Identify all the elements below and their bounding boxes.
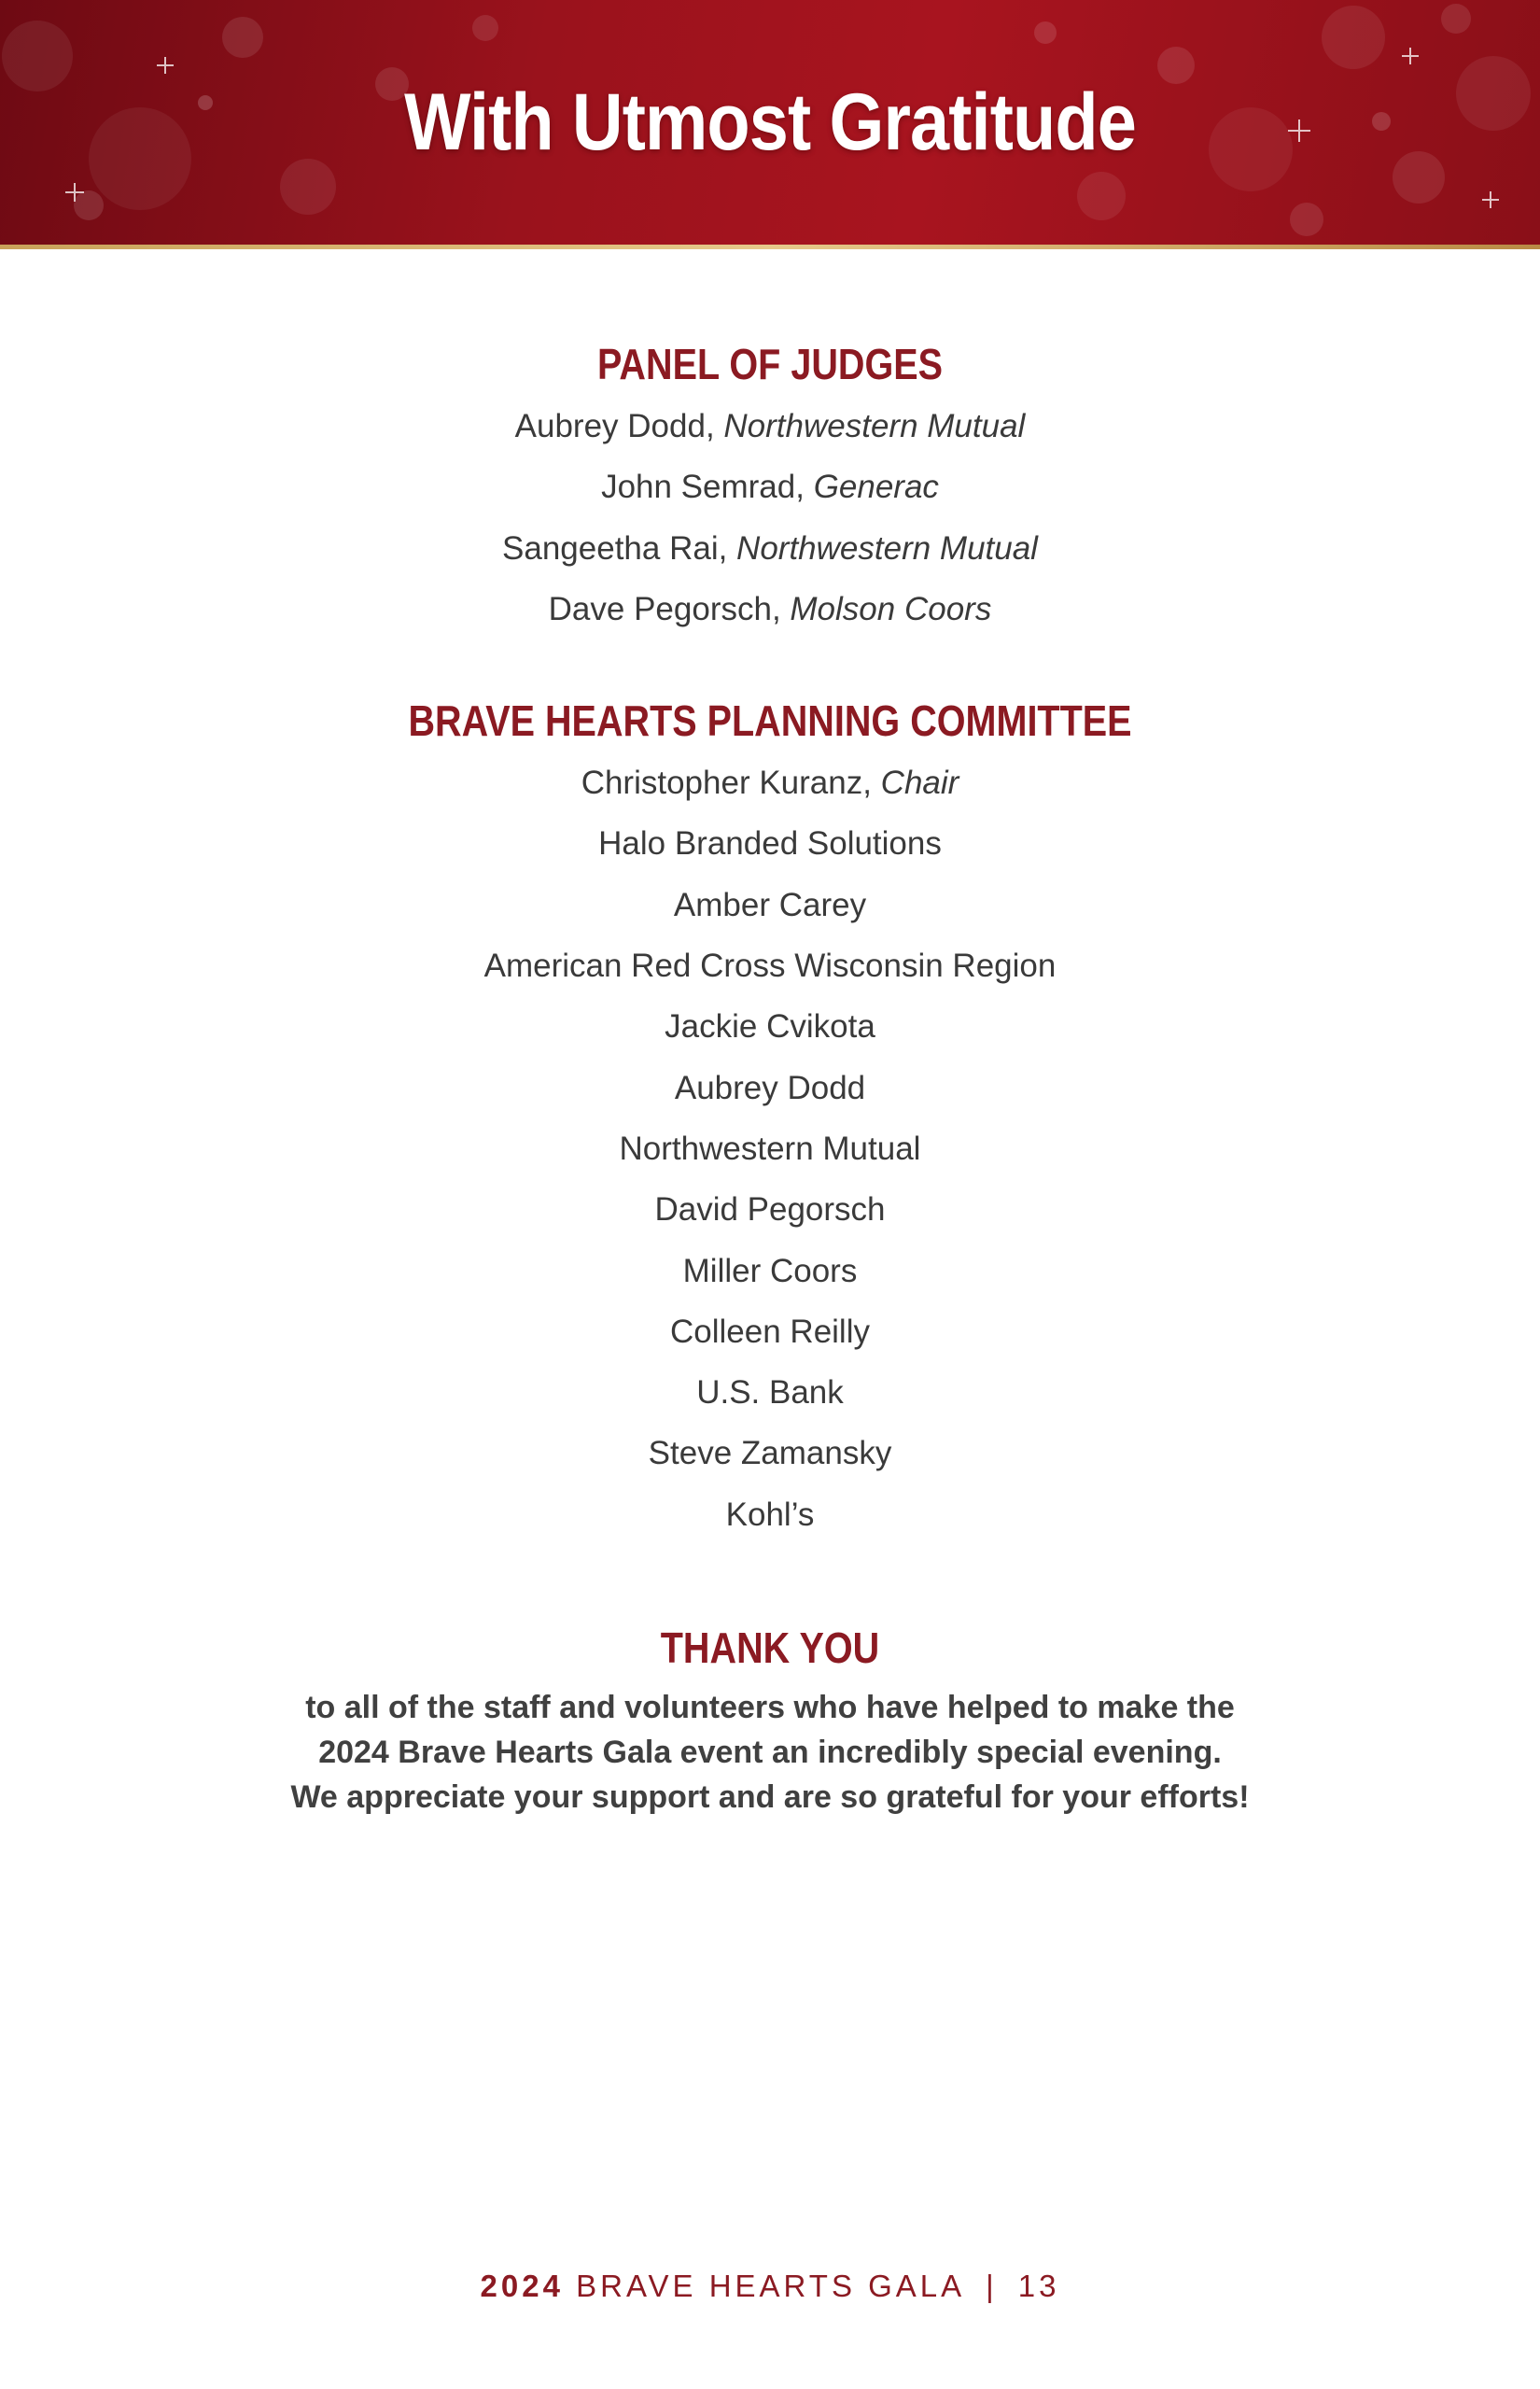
- thank-you-line: to all of the staff and volunteers who have helped to make the: [305, 1690, 1235, 1726]
- committee-line: David Pegorsch: [654, 1191, 886, 1229]
- judge-org: Molson Coors: [790, 590, 992, 627]
- committee-line: American Red Cross Wisconsin Region: [483, 948, 1057, 985]
- main-content: [0, 336, 1540, 1820]
- committee-line: Northwestern Mutual: [619, 1130, 921, 1167]
- committee-heading: BRAVE HEARTS PLANNING COMMITTEE: [408, 696, 1132, 746]
- gold-divider: [0, 245, 1540, 249]
- judge-org: Northwestern Mutual: [736, 529, 1038, 567]
- judge-org: Northwestern Mutual: [723, 408, 1026, 444]
- committee-line: Kohl’s: [725, 1496, 815, 1533]
- judge-entry: [0, 579, 1540, 639]
- judge-name: John Semrad,: [601, 469, 814, 506]
- thank-you-line: We appreciate your support and are so grateful for your efforts!: [290, 1779, 1250, 1816]
- judge-name: Sangeetha Rai,: [502, 529, 737, 567]
- judges-heading: PANEL OF JUDGES: [596, 340, 944, 388]
- footer-event: BRAVE HEARTS GALA: [563, 2269, 966, 2303]
- committee-line: Halo Branded Solutions: [598, 825, 942, 863]
- thank-you-line: 2024 Brave Hearts Gala event an incredibly special evening.: [318, 1735, 1222, 1771]
- judge-entry: [0, 396, 1540, 457]
- committee-line: Jackie Cvikota: [665, 1008, 875, 1046]
- committee-line: U.S. Bank: [696, 1374, 844, 1412]
- judge-name: Aubrey Dodd,: [514, 408, 724, 444]
- chair-name: Christopher Kuranz,: [581, 765, 881, 802]
- page-title: With Utmost Gratitude: [404, 77, 1136, 167]
- page-number: 13: [1017, 2269, 1060, 2303]
- judge-name: Dave Pegorsch,: [548, 590, 791, 627]
- footer-separator: |: [986, 2269, 998, 2303]
- thank-you-message: [0, 1685, 1540, 1820]
- committee-line: Colleen Reilly: [670, 1313, 870, 1350]
- committee-line: Amber Carey: [673, 886, 867, 923]
- page-footer: [0, 2269, 1540, 2304]
- committee-list: [0, 752, 1540, 1545]
- judge-entry: [0, 457, 1540, 517]
- committee-line: Aubrey Dodd: [674, 1069, 866, 1106]
- committee-line: Miller Coors: [682, 1252, 858, 1289]
- committee-chair: [0, 752, 1540, 813]
- header-banner: [0, 0, 1540, 245]
- chair-role: Chair: [880, 765, 959, 802]
- footer-year: 2024: [480, 2269, 564, 2303]
- thank-you-heading: THANK YOU: [660, 1623, 880, 1673]
- judges-list: [0, 396, 1540, 639]
- committee-line: Steve Zamansky: [648, 1435, 892, 1472]
- judge-entry: [0, 518, 1540, 579]
- judge-org: Generac: [813, 469, 939, 506]
